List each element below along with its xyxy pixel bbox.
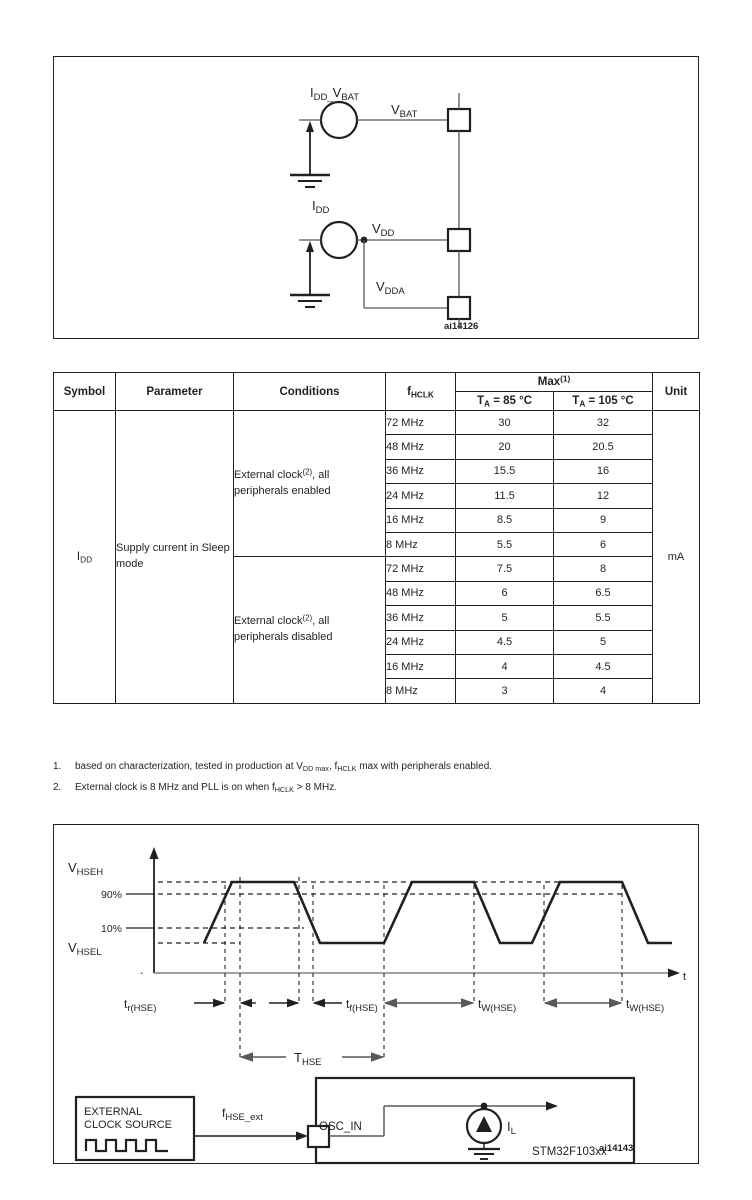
cell-fhclk: 16 MHz bbox=[386, 508, 456, 532]
label-il: $I_L$ bbox=[507, 1119, 516, 1137]
label-vdda: $V_{DDA}$ bbox=[376, 279, 405, 297]
cell-max-105: 8 bbox=[554, 557, 653, 581]
cell-fhclk: 8 MHz bbox=[386, 532, 456, 556]
cell-fhclk: 16 MHz bbox=[386, 654, 456, 678]
cell-max-85: 8.5 bbox=[456, 508, 554, 532]
square-wave-icon bbox=[86, 1140, 168, 1151]
label-external-line2: CLOCK SOURCE bbox=[84, 1119, 173, 1131]
label-osc-in: OSC_IN bbox=[319, 1121, 362, 1133]
footnote-2-part-0: External clock is 8 MHz and PLL is on when f bbox=[75, 781, 275, 793]
cell-max-85: 7.5 bbox=[456, 557, 554, 581]
label-10-percent: 10% bbox=[100, 923, 122, 935]
header-conditions: Conditions bbox=[234, 373, 386, 411]
figure-bottom-drawing bbox=[54, 825, 698, 1163]
cond-enabled-main: External clock bbox=[234, 468, 303, 481]
cell-fhclk: 48 MHz bbox=[386, 581, 456, 605]
current-source-symbol-vbat bbox=[321, 102, 357, 138]
label-vhseh: $V_{HSEH}$ bbox=[68, 860, 104, 878]
header-unit: Unit bbox=[653, 373, 700, 411]
label-vhsel: $V_{HSEL}$ bbox=[68, 940, 102, 958]
footnote-1-part-4: max with peripherals enabled. bbox=[356, 761, 493, 772]
header-max-note: (1) bbox=[560, 374, 571, 384]
cell-max-105: 20.5 bbox=[554, 435, 653, 459]
figure-top-drawing bbox=[54, 57, 698, 338]
cond-disabled-note: (2) bbox=[302, 613, 313, 623]
cell-symbol-main: I bbox=[76, 550, 81, 563]
table-header-row bbox=[54, 373, 700, 392]
label-fhse-ext: $f_{HSE\_ext}$ bbox=[222, 1106, 263, 1123]
cell-max-105: 16 bbox=[554, 459, 653, 483]
cell-parameter: Supply current in Sleep mode bbox=[116, 411, 234, 704]
cell-max-85: 4.5 bbox=[456, 630, 554, 654]
header-ta-105-rest: = 105 °C bbox=[585, 395, 634, 407]
current-arrow-head-vbat bbox=[306, 121, 314, 132]
label-idd: $I_{DD}$ bbox=[312, 198, 330, 216]
current-source-arrow-il bbox=[476, 1116, 492, 1132]
cell-fhclk: 72 MHz bbox=[386, 411, 456, 435]
cell-max-85: 3 bbox=[456, 679, 554, 703]
cond-disabled-main: External clock bbox=[234, 615, 303, 628]
current-arrow-head-vdd bbox=[306, 241, 314, 252]
waveform-time-axis-label: t bbox=[683, 971, 687, 983]
label-t-width-1: $t_{W(HSE)}$ bbox=[478, 997, 517, 1014]
hse-clock-waveform bbox=[204, 882, 672, 943]
header-ta-105-main: T bbox=[572, 395, 580, 407]
footnote-1-part-2: , f bbox=[328, 761, 338, 772]
cell-max-105: 6.5 bbox=[554, 581, 653, 605]
header-max-main: Max bbox=[537, 376, 561, 388]
current-source-symbol-vdd bbox=[321, 222, 357, 258]
cell-condition-disabled bbox=[234, 557, 386, 703]
figure-top-id: ai14126 bbox=[444, 321, 479, 332]
cell-max-105: 4 bbox=[554, 679, 653, 703]
wire-osc-internal-arrowhead bbox=[546, 1102, 558, 1111]
header-max bbox=[456, 373, 653, 392]
cell-fhclk: 48 MHz bbox=[386, 435, 456, 459]
pad-vdd bbox=[448, 229, 470, 251]
cell-max-105: 9 bbox=[554, 508, 653, 532]
footnote-1-text bbox=[75, 760, 703, 774]
footnote-2-part-2: > 8 MHz. bbox=[293, 781, 337, 793]
figure-bottom-id: ai14143 bbox=[599, 1143, 634, 1154]
header-fhclk-main: f bbox=[407, 385, 411, 398]
cell-unit: mA bbox=[653, 411, 700, 704]
table-footnotes bbox=[53, 760, 703, 801]
footnote-2-text bbox=[75, 781, 703, 795]
label-t-rise: $t_{r(HSE)}$ bbox=[124, 997, 157, 1014]
label-idd-vbat: $I_{DD\_}V_{BAT}$ bbox=[310, 85, 360, 103]
header-ta-85 bbox=[456, 392, 554, 411]
cell-max-105: 4.5 bbox=[554, 654, 653, 678]
cell-fhclk: 36 MHz bbox=[386, 606, 456, 630]
label-t-width-2: $t_{W(HSE)}$ bbox=[626, 997, 665, 1014]
header-ta-85-rest: = 85 °C bbox=[490, 395, 532, 407]
header-fhclk bbox=[386, 373, 456, 411]
figure-current-measurement-scheme bbox=[53, 56, 699, 339]
header-ta-85-sub: A bbox=[484, 399, 490, 409]
table-row bbox=[54, 411, 700, 435]
header-ta-85-main: T bbox=[476, 395, 485, 407]
cell-max-85: 5.5 bbox=[456, 532, 554, 556]
cell-fhclk: 36 MHz bbox=[386, 459, 456, 483]
figure-hse-external-clock bbox=[53, 824, 699, 1164]
cell-fhclk: 8 MHz bbox=[386, 679, 456, 703]
cond-enabled-rest: , all peripherals enabled bbox=[234, 468, 331, 497]
footnote-1-part-0: based on characterization, tested in production at V bbox=[75, 761, 303, 772]
footnote-2-part-1: HCLK bbox=[274, 784, 294, 794]
cell-max-85: 20 bbox=[456, 435, 554, 459]
cond-disabled-rest: , all peripherals disabled bbox=[234, 615, 333, 644]
label-90-percent: 90% bbox=[100, 889, 122, 901]
cell-max-105: 5 bbox=[554, 630, 653, 654]
label-t-fall: $t_{f(HSE)}$ bbox=[346, 997, 378, 1014]
cell-max-105: 12 bbox=[554, 484, 653, 508]
axis-origin-tick: - bbox=[140, 968, 144, 979]
cell-max-85: 6 bbox=[456, 581, 554, 605]
cell-condition-enabled bbox=[234, 411, 386, 557]
cell-max-105: 6 bbox=[554, 532, 653, 556]
footnote-2-number: 2. bbox=[53, 781, 62, 793]
pad-vdda bbox=[448, 297, 470, 319]
cell-symbol-idd bbox=[54, 411, 116, 704]
label-vdd: $V_{DD}$ bbox=[372, 221, 395, 239]
cell-max-85: 5 bbox=[456, 606, 554, 630]
cell-max-85: 11.5 bbox=[456, 484, 554, 508]
pad-vbat bbox=[448, 109, 470, 131]
cond-enabled-note: (2) bbox=[302, 467, 313, 477]
label-external-line1: EXTERNAL bbox=[84, 1106, 143, 1118]
header-parameter: Parameter bbox=[116, 373, 234, 411]
cell-symbol-sub: DD bbox=[80, 555, 93, 565]
footnote-2 bbox=[53, 781, 703, 795]
cell-max-105: 5.5 bbox=[554, 606, 653, 630]
cell-fhclk: 72 MHz bbox=[386, 557, 456, 581]
header-symbol: Symbol bbox=[54, 373, 116, 411]
footnote-1 bbox=[53, 760, 703, 774]
cell-max-85: 15.5 bbox=[456, 459, 554, 483]
header-ta-105 bbox=[554, 392, 653, 411]
wire-ext-to-osc-arrowhead bbox=[296, 1132, 308, 1141]
cell-max-85: 30 bbox=[456, 411, 554, 435]
footnote-1-number: 1. bbox=[53, 761, 62, 772]
cell-max-105: 32 bbox=[554, 411, 653, 435]
waveform-y-axis-arrowhead bbox=[150, 847, 159, 859]
cell-fhclk: 24 MHz bbox=[386, 484, 456, 508]
cell-max-85: 4 bbox=[456, 654, 554, 678]
footnote-1-part-3: HCLK bbox=[337, 764, 357, 774]
header-ta-105-sub: A bbox=[579, 399, 586, 409]
footnote-1-part-1: DD max bbox=[302, 764, 329, 774]
label-t-period: $T_{HSE}$ bbox=[294, 1050, 322, 1068]
label-device-name: STM32F103xx bbox=[532, 1146, 607, 1158]
supply-current-sleep-mode-table bbox=[53, 372, 700, 704]
header-fhclk-sub: HCLK bbox=[410, 389, 434, 399]
cell-fhclk: 24 MHz bbox=[386, 630, 456, 654]
waveform-x-axis-arrowhead bbox=[668, 969, 680, 978]
label-vbat: $V_{BAT}$ bbox=[391, 102, 418, 120]
